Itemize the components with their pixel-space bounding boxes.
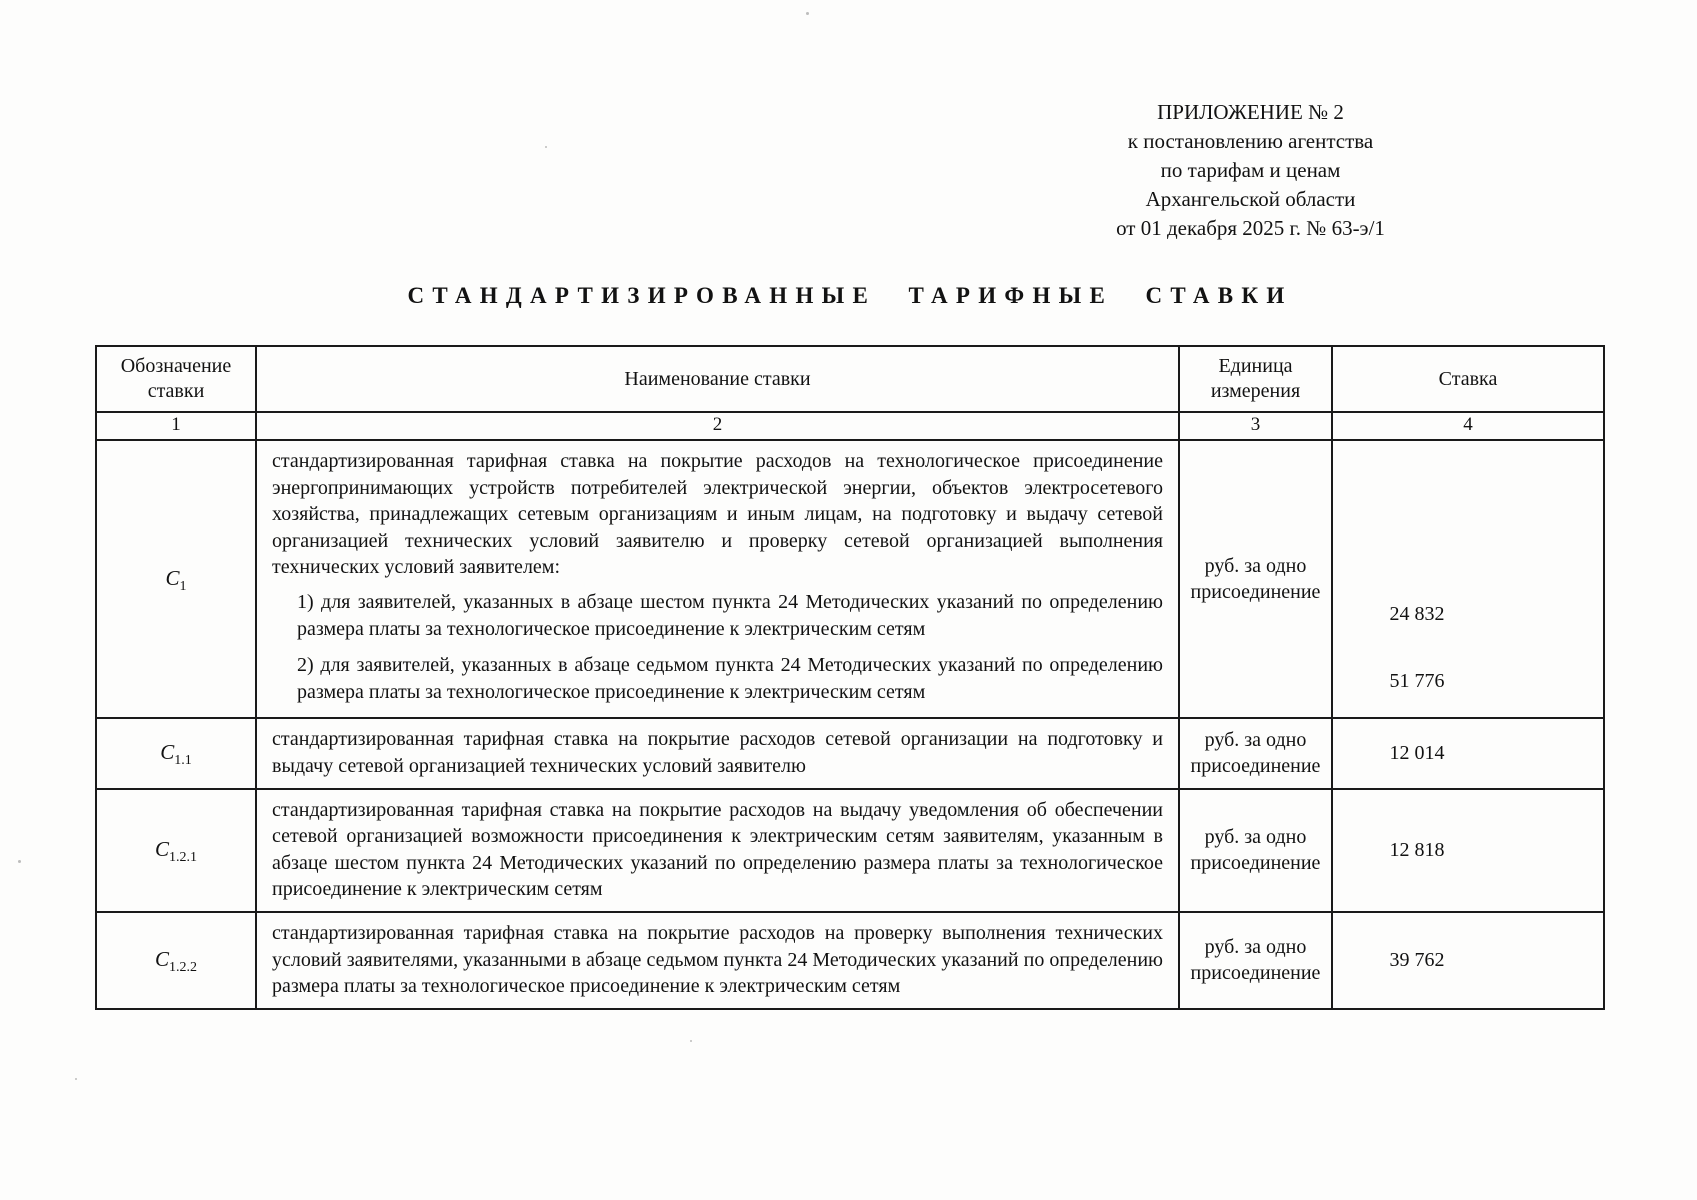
unit-cell-c1-2-2: руб. за одно присоединение [1178, 913, 1333, 1008]
col-header-name: Наименование ставки [624, 367, 811, 390]
header-line-resolution: к постановлению агентства [1127, 129, 1374, 153]
rate-name-item2-c1: 2) для заявителей, указанных в абзаце седьмом пункта 24 Методических указаний по определению размера платы за технологическое присоединение к электрическим сетям [297, 654, 1163, 703]
column-number-2: 2 [712, 414, 723, 435]
designation-cell-c1 [97, 441, 257, 717]
designation-symbol-c1-2-2: $C_{1.2.2}$ [154, 947, 197, 976]
header-line-agency: по тарифам и ценам [1160, 158, 1341, 182]
rate-value-c1-item2: 51 776 [1389, 670, 1445, 693]
col-header-designation: Обозначение ставки [97, 347, 257, 411]
rate-value-c1-2-1: 12 818 [1389, 838, 1445, 861]
table-row-c1-2-1 [97, 790, 1603, 913]
scan-speck [806, 12, 809, 15]
document-header [1078, 98, 1423, 243]
header-line-appendix: ПРИЛОЖЕНИЕ № 2 [1157, 100, 1344, 124]
rate-value-c1-1: 12 014 [1389, 742, 1445, 765]
unit-cell-c1-1: руб. за одно присоединение [1178, 719, 1333, 787]
column-numbering-row [97, 413, 1603, 441]
col-header-unit: Единица измерения [1178, 347, 1333, 411]
designation-symbol-c1-2-1: $C_{1.2.1}$ [154, 837, 197, 866]
table-row-c1 [97, 441, 1603, 719]
col-header-rate: Ставка [1438, 367, 1498, 390]
designation-cell-c1-2-2 [97, 913, 257, 1008]
table-row-c1-1 [97, 719, 1603, 789]
column-number-3: 3 [1178, 413, 1333, 439]
rate-name-c1-2-1: стандартизированная тарифная ставка на покрытие расходов на выдачу уведомления об обеспечении сетевой организацией возможности присоединения к электрическим сетям заявителям, указанным в абзаце шестом пункта 24 Методических указаний по определению размера платы за технологическое присоединение к электрическим сетям [272, 798, 1163, 901]
header-line-region: Архангельской области [1145, 187, 1356, 211]
rate-name-item1-c1: 1) для заявителей, указанных в абзаце шестом пункта 24 Методических указаний по определению размера платы за технологическое присоединение к электрическим сетям [297, 590, 1163, 640]
header-line-date-number: от 01 декабря 2025 г. № 63-э/1 [1116, 216, 1385, 240]
column-number-4: 4 [1463, 414, 1473, 435]
document-title: СТАНДАРТИЗИРОВАННЫЕ ТАРИФНЫЕ СТАВКИ [407, 283, 1293, 308]
scan-speck [18, 860, 21, 863]
table-row-c1-2-2 [97, 913, 1603, 1008]
rate-name-c1-2-2: стандартизированная тарифная ставка на покрытие расходов на проверку выполнения технических условий заявителями, указанными в абзаце седьмом пункта 24 Методических указаний по определению размера платы за технологическое присоединение к электрическим сетям [272, 921, 1163, 998]
scan-speck [545, 146, 547, 148]
scan-speck [75, 1078, 77, 1080]
rate-name-c1-1: стандартизированная тарифная ставка на покрытие расходов сетевой организации на подготовку и выдачу сетевой организацией технических условий заявителю [272, 728, 1163, 777]
rate-name-main-c1: стандартизированная тарифная ставка на покрытие расходов на технологическое присоединение энергопринимающих устройств потребителей электрической энергии, объектов электросетевого хозяйства, принадлежащих сетевым организациям и иным лицам, на подготовку и выдачу сетевой организацией технических условий заявителю и проверку сетевой организацией выполнения технических условий заявителем: [272, 450, 1163, 579]
designation-cell-c1-2-1 [97, 790, 257, 911]
designation-cell-c1-1 [97, 719, 257, 787]
rate-value-c1-item1: 24 832 [1389, 603, 1445, 626]
tariff-table [95, 345, 1605, 1010]
table-header-row [97, 347, 1603, 413]
unit-cell-c1-2-1: руб. за одно присоединение [1178, 790, 1333, 911]
rate-value-c1-2-2: 39 762 [1389, 949, 1445, 971]
designation-symbol-c1: $C_1$ [165, 566, 187, 595]
unit-cell-c1: руб. за одно присоединение [1178, 441, 1333, 717]
designation-symbol-c1-1: $C_{1.1}$ [160, 740, 192, 769]
column-number-1: 1 [97, 413, 257, 439]
scan-speck [690, 1040, 692, 1042]
